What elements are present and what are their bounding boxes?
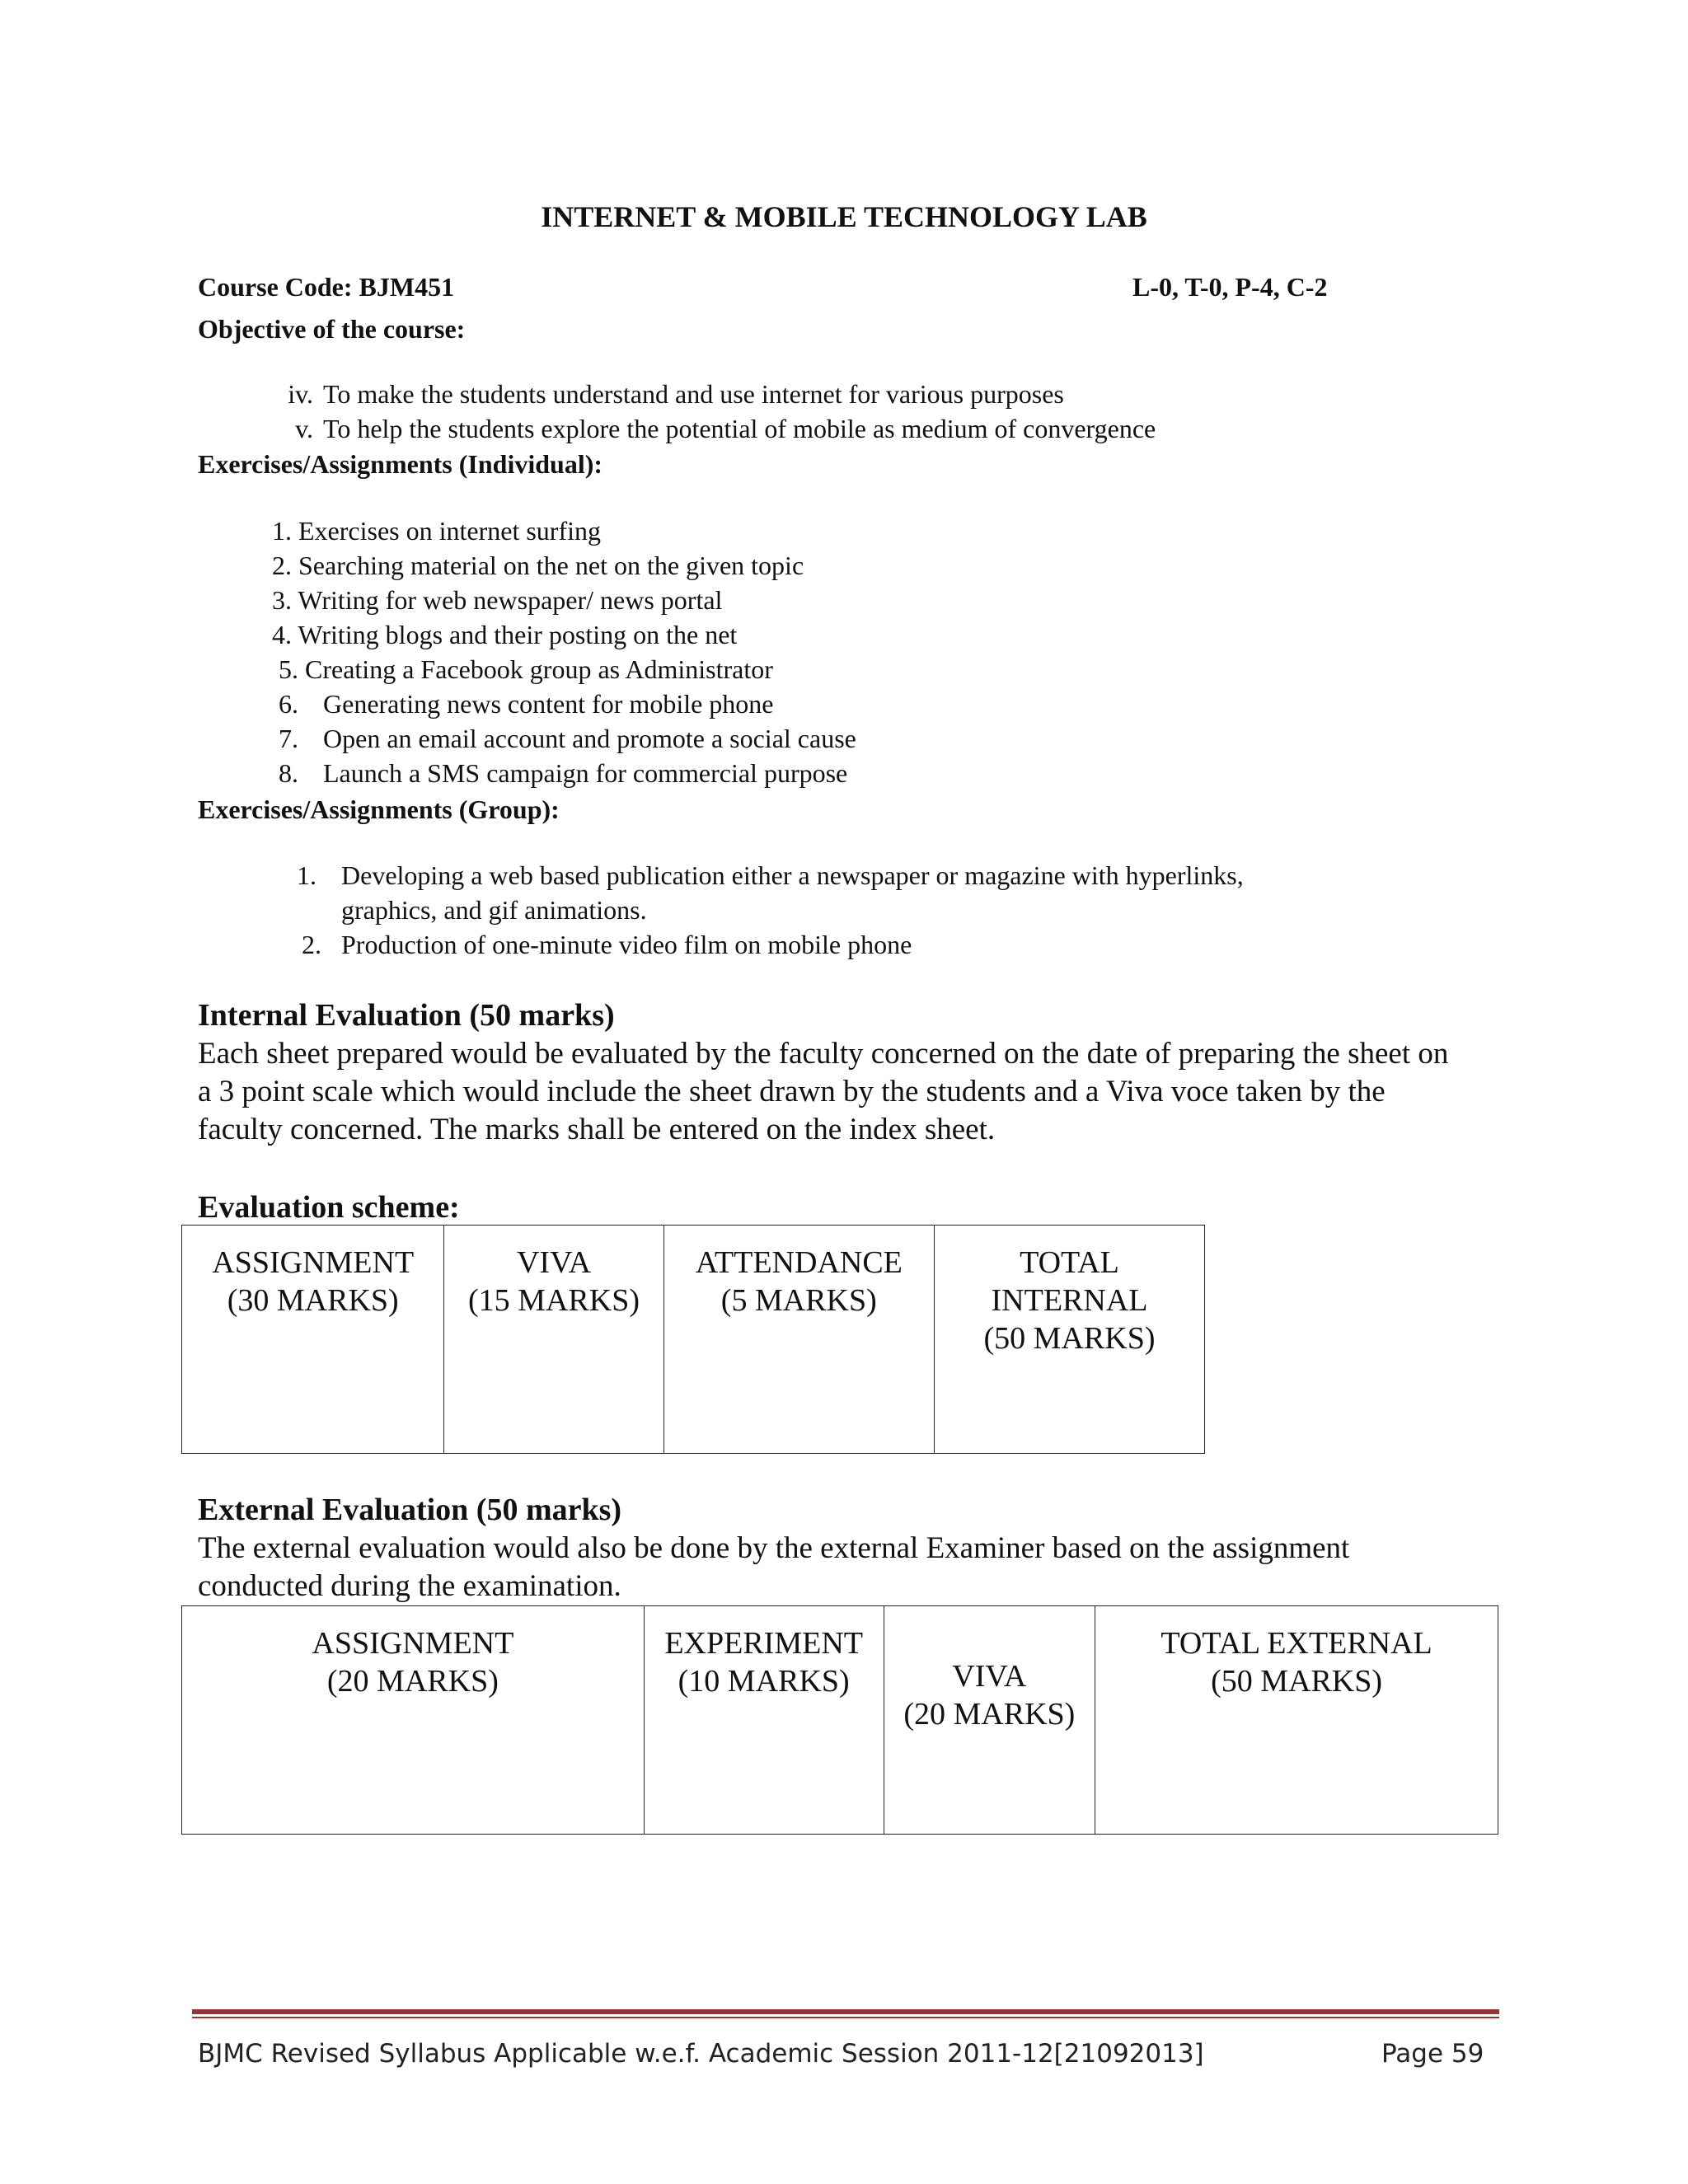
list-text: Writing blogs and their posting on the net [298,620,738,649]
cell-line: (20 MARKS) [903,1697,1076,1732]
table-cell [182,1606,645,1835]
objective-text: To help the students explore the potential of mobile as medium of convergence [323,414,1156,443]
footer-text: BJMC Revised Syllabus Applicable w.e.f. Academic Session 2011-12[21092013] [198,2039,1204,2069]
list-text: Open an email account and promote a social cause [323,724,856,753]
cell-line: VIVA [516,1245,592,1280]
list-number: 2. [302,930,321,959]
cell-line: TOTAL EXTERNAL [1160,1626,1432,1661]
cell-line: EXPERIMENT [664,1626,863,1661]
list-number: 4. [272,620,292,649]
list-item [272,551,804,581]
external-paragraph: The external evaluation would also be done by the external Examiner based on the assignment conducted during the examination. [198,1531,1350,1603]
table-cell [935,1226,1205,1454]
list-text: Developing a web based publication either a newspaper or magazine with hyperlinks, [341,860,1244,890]
internal-eval-table [181,1225,1205,1454]
list-number: 8. [279,758,298,788]
footer-rule [192,2009,1499,2014]
list-text: Searching material on the net on the given topic [298,551,804,580]
list-text: Writing for web newspaper/ news portal [298,585,723,615]
list-number: 3. [272,585,292,615]
footer-rule-thin [192,2017,1499,2018]
list-number: 5. [279,654,298,684]
list-text-continued: graphics, and gif animations. [341,895,647,925]
list-number: 1. [272,516,292,546]
cell-line: ASSIGNMENT [212,1245,415,1280]
table-cell [663,1226,934,1454]
list-item [272,516,601,546]
table-row [182,1606,1498,1835]
cell-line: TOTAL [1020,1245,1119,1280]
list-text: Exercises on internet surfing [298,516,601,546]
individual-heading: Exercises/Assignments (Individual): [198,449,603,479]
table-cell [1095,1606,1498,1835]
cell-line: (5 MARKS) [720,1283,877,1318]
cell-line: VIVA [952,1659,1027,1694]
list-text: Production of one-minute video film on mobile phone [341,930,912,959]
objective-number: iv. [288,379,313,409]
cell-line: ASSIGNMENT [312,1626,514,1661]
list-item [279,654,773,685]
list-text: Creating a Facebook group as Administrator [305,654,773,684]
internal-heading: Internal Evaluation (50 marks) [198,998,615,1033]
course-code: Course Code: BJM451 [198,272,455,302]
cell-line: (50 MARKS) [1211,1664,1383,1699]
list-text: Launch a SMS campaign for commercial purpose [323,758,848,788]
table-cell [182,1226,444,1454]
table-cell [884,1606,1095,1835]
group-heading: Exercises/Assignments (Group): [198,794,560,824]
cell-line: (10 MARKS) [678,1664,850,1699]
objective-number: v. [295,414,313,443]
list-number: 7. [279,724,298,753]
internal-paragraph: Each sheet prepared would be evaluated by the faculty concerned on the date of preparing the sheet on a 3 point scale which would include the sheet drawn by the students and a Viva voce taken by the faculty concerned. The marks shall be entered on the index sheet. [198,1037,1449,1146]
credits: L-0, T-0, P-4, C-2 [1132,272,1328,302]
list-number: 2. [272,551,292,580]
table-cell [444,1226,663,1454]
table-cell [644,1606,884,1835]
page-title: INTERNET & MOBILE TECHNOLOGY LAB [541,200,1147,233]
cell-line: (15 MARKS) [468,1283,640,1318]
cell-line: ATTENDANCE [695,1245,903,1280]
page-number: Page 59 [1381,2039,1484,2069]
list-number: 1. [297,860,316,890]
list-text: Generating news content for mobile phone [323,689,774,719]
cell-line: (50 MARKS) [983,1321,1156,1356]
table-row [182,1226,1205,1454]
cell-line: INTERNAL [991,1283,1148,1318]
list-item [272,620,737,650]
list-item [272,585,722,616]
cell-line: (30 MARKS) [227,1283,399,1318]
scheme-heading: Evaluation scheme: [198,1190,460,1225]
external-heading: External Evaluation (50 marks) [198,1493,622,1527]
objective-text: To make the students understand and use internet for various purposes [323,379,1064,409]
objective-heading: Objective of the course: [198,314,466,344]
list-number: 6. [279,689,298,719]
cell-line: (20 MARKS) [326,1664,499,1699]
external-eval-table [181,1605,1498,1835]
